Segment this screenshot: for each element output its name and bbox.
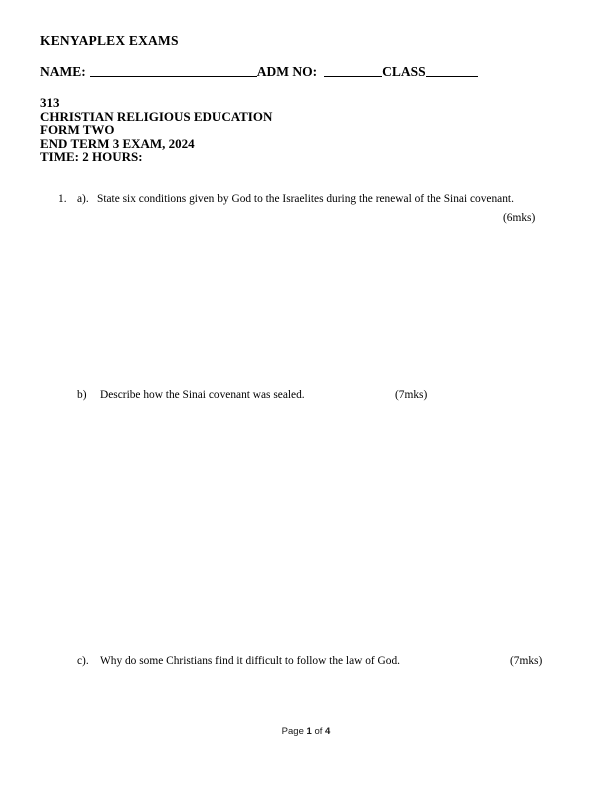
name-blank-line — [90, 76, 257, 77]
exam-name: END TERM 3 EXAM, 2024 — [40, 135, 195, 151]
question-part-label: a). — [77, 193, 89, 205]
question-marks: (6mks) — [503, 211, 536, 224]
question-marks: (7mks) — [395, 389, 428, 401]
student-info-row — [40, 64, 478, 80]
question-text: State six conditions given by God to the Israelites during the renewal of the Sinai covenant. — [97, 193, 514, 205]
footer-of-word: of — [314, 726, 323, 737]
class-label: CLASS — [382, 64, 426, 79]
question-part-label: b) — [77, 389, 87, 401]
paper-code: 313 — [40, 95, 60, 110]
subject-name: CHRISTIAN RELIGIOUS EDUCATION — [40, 108, 273, 124]
question-marks: (7mks) — [510, 655, 543, 667]
time-allocation: TIME: 2 HOURS: — [40, 149, 143, 164]
page-footer — [0, 726, 612, 737]
class-blank-line — [426, 76, 478, 77]
footer-total-pages: 4 — [325, 726, 331, 737]
footer-page-word: Page — [281, 726, 304, 737]
adm-no-blank-line — [324, 76, 382, 77]
footer-page-number: 1 — [306, 726, 312, 737]
question-number: 1. — [58, 193, 67, 205]
exam-header-block — [40, 96, 272, 164]
question-text: Describe how the Sinai covenant was sealed. — [100, 389, 305, 401]
document-title: KENYAPLEX EXAMS — [40, 33, 179, 48]
question-part-label: c). — [77, 655, 89, 667]
form-level: FORM TWO — [40, 122, 115, 137]
question-text: Why do some Christians find it difficult to follow the law of God. — [100, 655, 401, 667]
name-label: NAME: — [40, 64, 86, 79]
adm-no-label: ADM NO: — [256, 64, 318, 79]
